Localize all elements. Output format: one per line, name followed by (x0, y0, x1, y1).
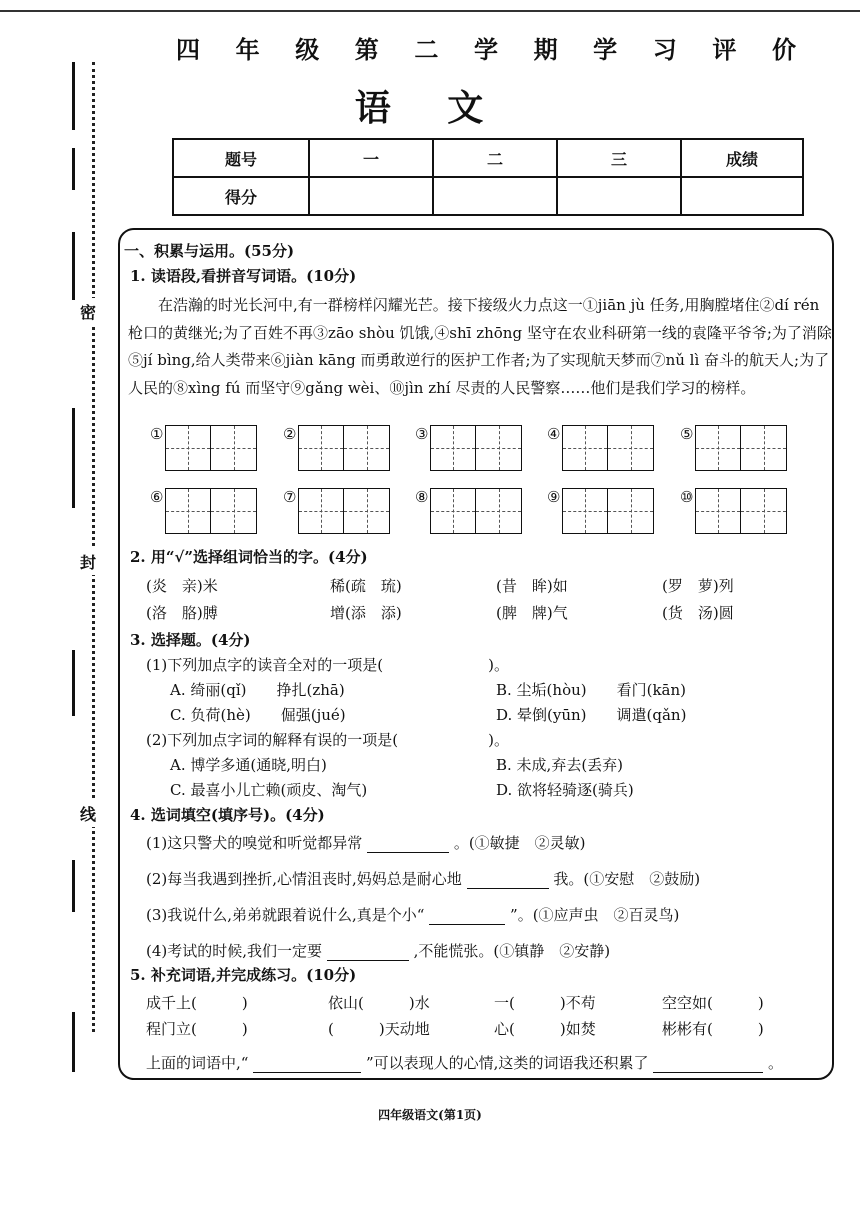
q5-final-text: ”可以表现人的心情,这类的词语我还积累了 (366, 1054, 649, 1072)
q3-subquestion-1: (1)下列加点字的读音全对的一项是( )。 (146, 656, 509, 674)
idiom-blank[interactable]: 空空如( ) (662, 994, 764, 1012)
idiom-blank[interactable]: ( )天动地 (328, 1020, 430, 1038)
tian-cell[interactable] (476, 425, 522, 471)
tian-cell[interactable] (344, 488, 390, 534)
question-1-title: 1. 读语段,看拼音写词语。(10分) (130, 267, 357, 285)
score-input-cell[interactable] (309, 177, 433, 215)
score-cell: 三 (557, 139, 681, 177)
q3-option[interactable]: D. 晕倒(yūn) 调遣(qǎn) (496, 706, 687, 724)
binding-bar (72, 148, 75, 190)
tian-cell[interactable] (211, 488, 257, 534)
tian-cell[interactable] (298, 488, 344, 534)
answer-blank[interactable] (367, 834, 449, 853)
title-char: 期 (533, 35, 558, 64)
binding-bar (72, 650, 75, 716)
binding-bar (72, 232, 75, 300)
answer-grid (415, 425, 522, 471)
answer-blank[interactable] (467, 870, 549, 889)
answer-blank[interactable] (253, 1054, 361, 1073)
q4-item-options: 我。(①安慰 ②鼓励) (553, 870, 701, 888)
score-cell: 一 (309, 139, 433, 177)
question-1-paragraph: 在浩瀚的时光长河中,有一群榜样闪耀光芒。接下接级火力点这一①jiān jù 任务,用胸膛堵住②dí rén 枪口的黄继光;为了百姓不再③zāo shòu 饥饿,④shī zhōng 坚守在农业科研第一线的袁隆平爷爷;为了消除⑤jí bìng,给人类带来⑥jiàn kāng 而勇敢逆行的医护工作者;为了实现航天梦而⑦nǔ lì 奋斗的航天人;为了人民的⑧xìng fú 而坚守⑨gǎng wèi、⑩jìn zhí 尽责的人民警察……他们是我们学习的榜样。 (128, 296, 832, 397)
section-title: 一、积累与运用。(55分) (124, 242, 295, 260)
q4-item-text: (2)每当我遇到挫折,心情沮丧时,妈妈总是耐心地 (146, 870, 462, 888)
q4-item-text: (1)这只警犬的嗅觉和听觉都异常 (146, 834, 363, 852)
q4-item-2 (146, 868, 700, 889)
tian-cell[interactable] (695, 488, 741, 534)
idiom-blank[interactable]: 彬彬有( ) (662, 1020, 764, 1038)
question-4-title: 4. 选词填空(填序号)。(4分) (130, 806, 325, 824)
q3-option[interactable]: A. 博学多通(通晓,明白) (170, 756, 327, 774)
grid-number: ② (283, 425, 297, 443)
q4-item-options: 。(①敏捷 ②灵敏) (453, 834, 586, 852)
binding-bar (72, 408, 75, 508)
score-input-cell[interactable] (557, 177, 681, 215)
question-5-title: 5. 补充词语,并完成练习。(10分) (130, 966, 357, 984)
tian-cell[interactable] (741, 488, 787, 534)
q3-subquestion-2: (2)下列加点字词的解释有误的一项是( )。 (146, 731, 509, 749)
answer-grid (150, 425, 257, 471)
title-char: 二 (414, 35, 439, 64)
q4-item-1 (146, 832, 586, 853)
tian-cell[interactable] (430, 425, 476, 471)
grid-number: ⑤ (680, 425, 694, 443)
q2-choice[interactable]: (货 汤)圆 (662, 604, 734, 622)
answer-grid (283, 425, 390, 471)
idiom-blank[interactable]: 依山( )水 (328, 994, 430, 1012)
answer-blank[interactable] (327, 942, 409, 961)
subject-title: 语 文 (354, 87, 506, 129)
tian-cell[interactable] (476, 488, 522, 534)
tian-cell[interactable] (562, 488, 608, 534)
question-3-title: 3. 选择题。(4分) (130, 631, 251, 649)
tian-cell[interactable] (165, 425, 211, 471)
q2-choice[interactable]: (昔 眸)如 (496, 577, 568, 595)
q2-choice[interactable]: 增(添 添) (330, 604, 402, 622)
q4-item-options: ”。(①应声虫 ②百灵鸟) (510, 906, 680, 924)
answer-grid (150, 488, 257, 534)
answer-grid (283, 488, 390, 534)
idiom-blank[interactable]: 成千上( ) (146, 994, 248, 1012)
binding-label-seal-2: 封 (80, 548, 96, 575)
answer-grid (547, 488, 654, 534)
q2-choice[interactable]: (脾 牌)气 (496, 604, 568, 622)
answer-grid (680, 425, 787, 471)
binding-label-line: 线 (80, 800, 96, 827)
score-cell: 二 (433, 139, 557, 177)
q4-item-text: (3)我说什么,弟弟就跟着说什么,真是个小“ (146, 906, 425, 924)
title-char: 学 (473, 35, 498, 64)
answer-blank[interactable] (429, 906, 505, 925)
q3-option[interactable]: C. 负荷(hè) 倔强(jué) (170, 706, 346, 724)
tian-cell[interactable] (298, 425, 344, 471)
tian-cell[interactable] (608, 488, 654, 534)
score-cell: 成绩 (681, 139, 803, 177)
tian-cell[interactable] (608, 425, 654, 471)
tian-cell[interactable] (344, 425, 390, 471)
grid-number: ③ (415, 425, 429, 443)
title-char: 级 (295, 35, 320, 64)
page-footer: 四年级语文(第1页) (378, 1108, 482, 1122)
title-char: 评 (712, 35, 737, 64)
q3-option[interactable]: B. 尘垢(hòu) 看门(kān) (496, 681, 687, 699)
tian-cell[interactable] (562, 425, 608, 471)
q3-option[interactable]: D. 欲将轻骑逐(骑兵) (496, 781, 634, 799)
idiom-blank[interactable]: 程门立( ) (146, 1020, 248, 1038)
q4-item-text: (4)考试的时候,我们一定要 (146, 942, 323, 960)
grid-number: ⑥ (150, 488, 164, 506)
title-char: 四 (176, 35, 200, 64)
answer-blank[interactable] (653, 1054, 763, 1073)
q4-item-options: ,不能慌张。(①镇静 ②安静) (413, 942, 611, 960)
grid-number: ① (150, 425, 164, 443)
grid-number: ⑨ (547, 488, 561, 506)
q5-final-text: 上面的词语中,“ (146, 1054, 249, 1072)
q2-choice[interactable]: (炎 亲)米 (146, 577, 218, 595)
score-input-cell[interactable] (681, 177, 803, 215)
tian-cell[interactable] (695, 425, 741, 471)
binding-bar (72, 860, 75, 912)
score-table-score-row (173, 177, 803, 215)
grid-number: ⑧ (415, 488, 429, 506)
title-char: 学 (593, 35, 618, 64)
binding-label-seal-1: 密 (80, 298, 96, 325)
grid-number: ④ (547, 425, 561, 443)
title-char: 价 (771, 35, 796, 64)
answer-grid (680, 488, 787, 534)
idiom-blank[interactable]: 一( )不苟 (494, 994, 596, 1012)
score-table (172, 138, 804, 216)
tian-cell[interactable] (430, 488, 476, 534)
answer-grid (547, 425, 654, 471)
exam-title (176, 30, 796, 65)
score-input-cell[interactable] (433, 177, 557, 215)
question-2-title: 2. 用“√”选择组词恰当的字。(4分) (130, 548, 368, 566)
q4-item-3 (146, 904, 679, 925)
idiom-blank[interactable]: 心( )如焚 (494, 1020, 596, 1038)
title-char: 第 (354, 35, 379, 64)
tian-cell[interactable] (741, 425, 787, 471)
tian-cell[interactable] (211, 425, 257, 471)
grid-number: ⑦ (283, 488, 297, 506)
q5-final-line (146, 1052, 783, 1073)
score-cell: 得分 (173, 177, 309, 215)
q2-choice[interactable]: 稀(疏 琉) (330, 577, 402, 595)
title-char: 习 (652, 35, 677, 64)
binding-line (92, 62, 95, 1032)
score-cell: 题号 (173, 139, 309, 177)
q3-option[interactable]: A. 绮丽(qǐ) 挣扎(zhā) (170, 681, 345, 699)
top-rule (0, 10, 860, 12)
binding-bar (72, 1012, 75, 1072)
grid-number: ⑩ (680, 488, 694, 506)
tian-cell[interactable] (165, 488, 211, 534)
q4-item-4 (146, 940, 610, 961)
title-char: 年 (235, 35, 260, 64)
q5-final-text: 。 (768, 1054, 784, 1072)
q3-option[interactable]: B. 未成,弃去(丢弃) (496, 756, 624, 774)
q2-choice[interactable]: (洛 胳)膊 (146, 604, 218, 622)
q3-option[interactable]: C. 最喜小儿亡赖(顽皮、淘气) (170, 781, 368, 799)
q2-choice[interactable]: (罗 萝)列 (662, 577, 734, 595)
answer-grid (415, 488, 522, 534)
score-table-header-row (173, 139, 803, 177)
